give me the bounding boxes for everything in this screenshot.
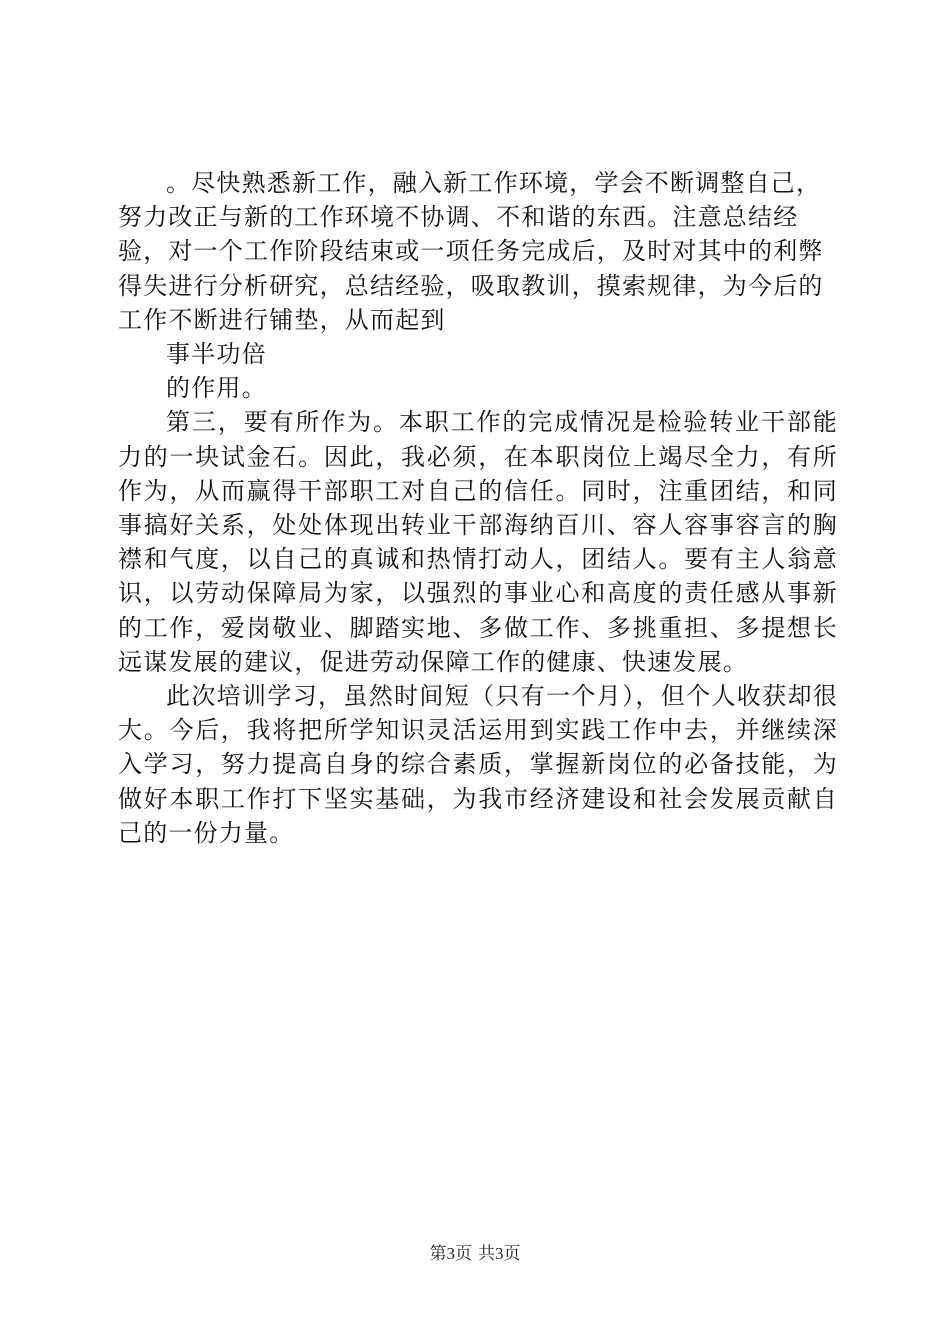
page-number: 第3页: [429, 1244, 472, 1263]
paragraph-4: 第三，要有所作为。本职工作的完成情况是检验转业干部能力的一块试金石。因此，我必须，在本职岗位上竭尽全力，有所作为，从而赢得干部职工对自己的信任。同时，注重团结，和同事搞好关系，处处体现出转业干部海纳百川、容人容事容言的胸襟和气度，以自己的真诚和热情打动人，团结人。要有主人翁意识，以劳动保障局为家，以强烈的事业心和高度的责任感从事新的工作，爱岗敬业、脚踏实地、多做工作、多挑重担、多提想长远谋发展的建议，促进劳动保障工作的健康、快速发展。: [118, 408, 838, 676]
paragraph-3: 的作用。: [166, 374, 267, 403]
paragraph-5: 此次培训学习，虽然时间短（只有一个月），但个人收获却很大。今后，我将把所学知识灵活运用到实践工作中去，并继续深入学习，努力提高自身的综合素质，掌握新岗位的必备技能，为做好本职工作打下坚实基础，为我市经济建设和社会发展贡献自己的一份力量。: [118, 682, 838, 847]
page-total: 共3页: [478, 1244, 521, 1263]
paragraph-2: 事半功倍: [166, 340, 267, 369]
paragraph-1: 。尽快熟悉新工作，融入新工作环境，学会不断调整自己，努力改正与新的工作环境不协调、不和谐的东西。注意总结经验，对一个工作阶段结束或一项任务完成后，及时对其中的利弊得失进行分析研究，总结经验，吸取教训，摸索规律，为今后的工作不断进行铺垫，从而起到: [118, 169, 824, 334]
document-body: [118, 166, 838, 850]
page-footer: [0, 1243, 950, 1265]
